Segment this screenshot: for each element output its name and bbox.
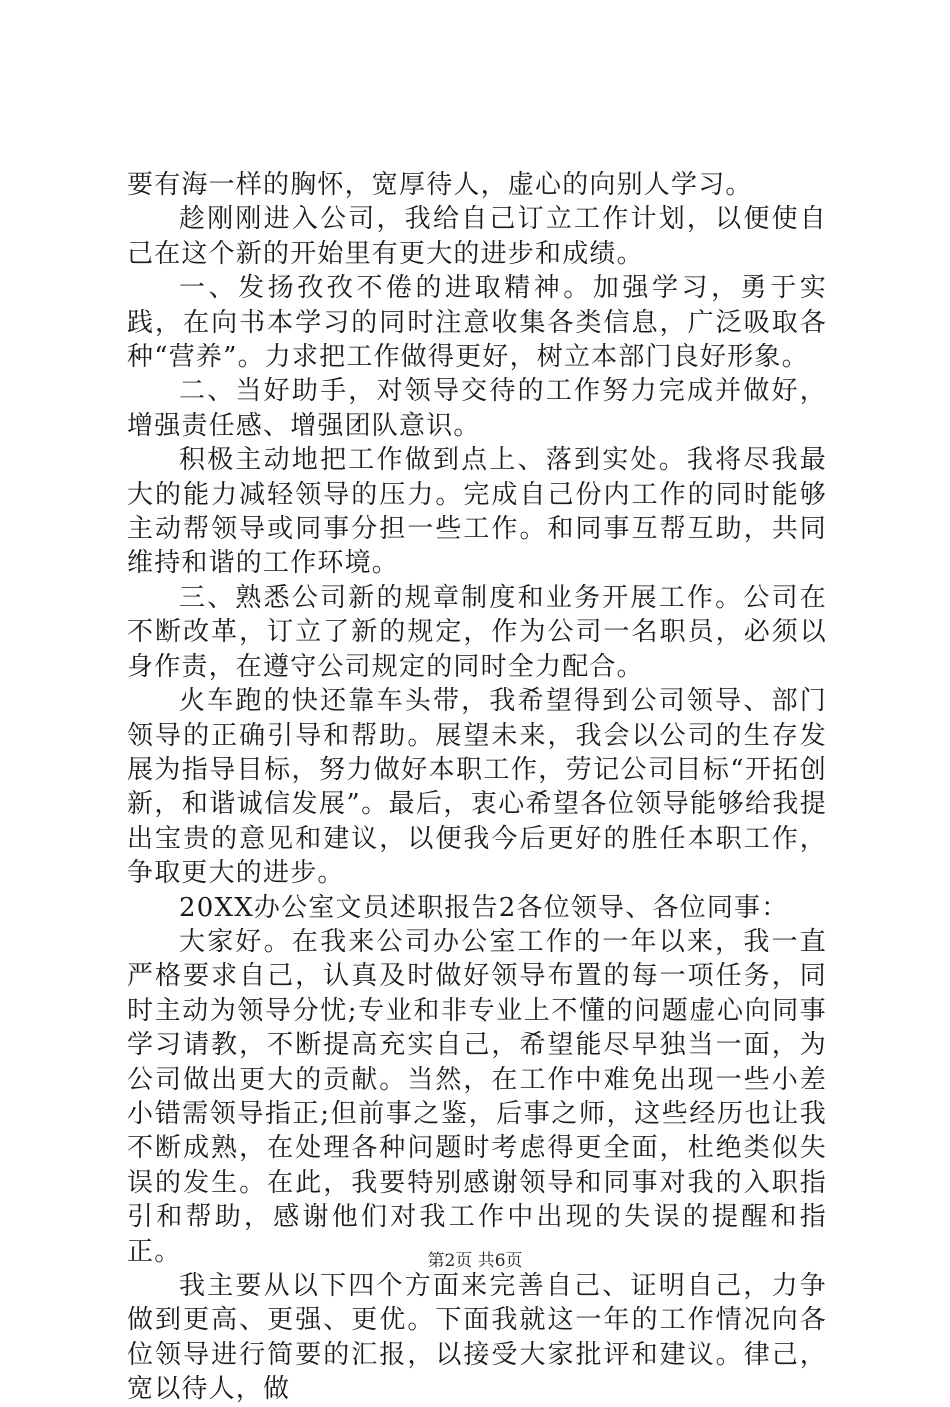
paragraph-10: 我主要从以下四个方面来完善自己、证明自己，力争做到更高、更强、更优。下面我就这一年的工作情况向各位领导进行简要的汇报，以接受大家批评和建议。律己，宽以待人，做 xyxy=(127,1271,827,1405)
paragraph-5: 积极主动地把工作做到点上、落到实处。我将尽我最大的能力减轻领导的压力。完成自己份内工作的同时能够主动帮领导或同事分担一些工作。和同事互帮互助，共同维持和谐的工作环境。 xyxy=(127,445,827,579)
paragraph-9: 大家好。在我来公司办公室工作的一年以来，我一直严格要求自己，认真及时做好领导布置的每一项任务，同时主动为领导分忧;专业和非专业上不懂的问题虚心向同事学习请教，不断提高充实自己，希望能尽早独当一面，为公司做出更大的贡献。当然，在工作中难免出现一些小差小错需领导指正;但前事之鉴，后事之师，这些经历也让我不断成熟，在处理各种问题时考虑得更全面，杜绝类似失误的发生。在此，我要特别感谢领导和同事对我的入职指引和帮助，感谢他们对我工作中出现的失误的提醒和指正。 xyxy=(127,926,827,1267)
section-heading: 20XX办公室文员述职报告2各位领导、各位同事： xyxy=(179,892,789,923)
paragraph-2: 趁刚刚进入公司，我给自己订立工作计划，以便使自己在这个新的开始里有更大的进步和成绩。 xyxy=(127,204,827,269)
paragraph-7: 火车跑的快还靠车头带，我希望得到公司领导、部门领导的正确引导和帮助。展望未来，我会以公司的生存发展为指导目标，努力做好本职工作，劳记公司目标“开拓创新，和谐诚信发展”。最后，衷心希望各位领导能够给我提出宝贵的意见和建议，以便我今后更好的胜任本职工作，争取更大的进步。 xyxy=(127,686,827,889)
paragraph-6: 三、熟悉公司新的规章制度和业务开展工作。公司在不断改革，订立了新的规定，作为公司一名职员，必须以身作责，在遵守公司规定的同时全力配合。 xyxy=(127,582,827,682)
document-body xyxy=(127,168,827,1407)
page-number-footer: 第2页 共6页 xyxy=(427,1251,523,1271)
paragraph-4: 二、当好助手，对领导交待的工作努力完成并做好，增强责任感、增强团队意识。 xyxy=(127,376,827,441)
paragraph-1: 要有海一样的胸怀，宽厚待人，虚心的向别人学习。 xyxy=(127,170,753,200)
paragraph-3: 一、发扬孜孜不倦的进取精神。加强学习，勇于实践，在向书本学习的同时注意收集各类信息，广泛吸取各种“营养”。力求把工作做得更好，树立本部门良好形象。 xyxy=(127,273,827,373)
